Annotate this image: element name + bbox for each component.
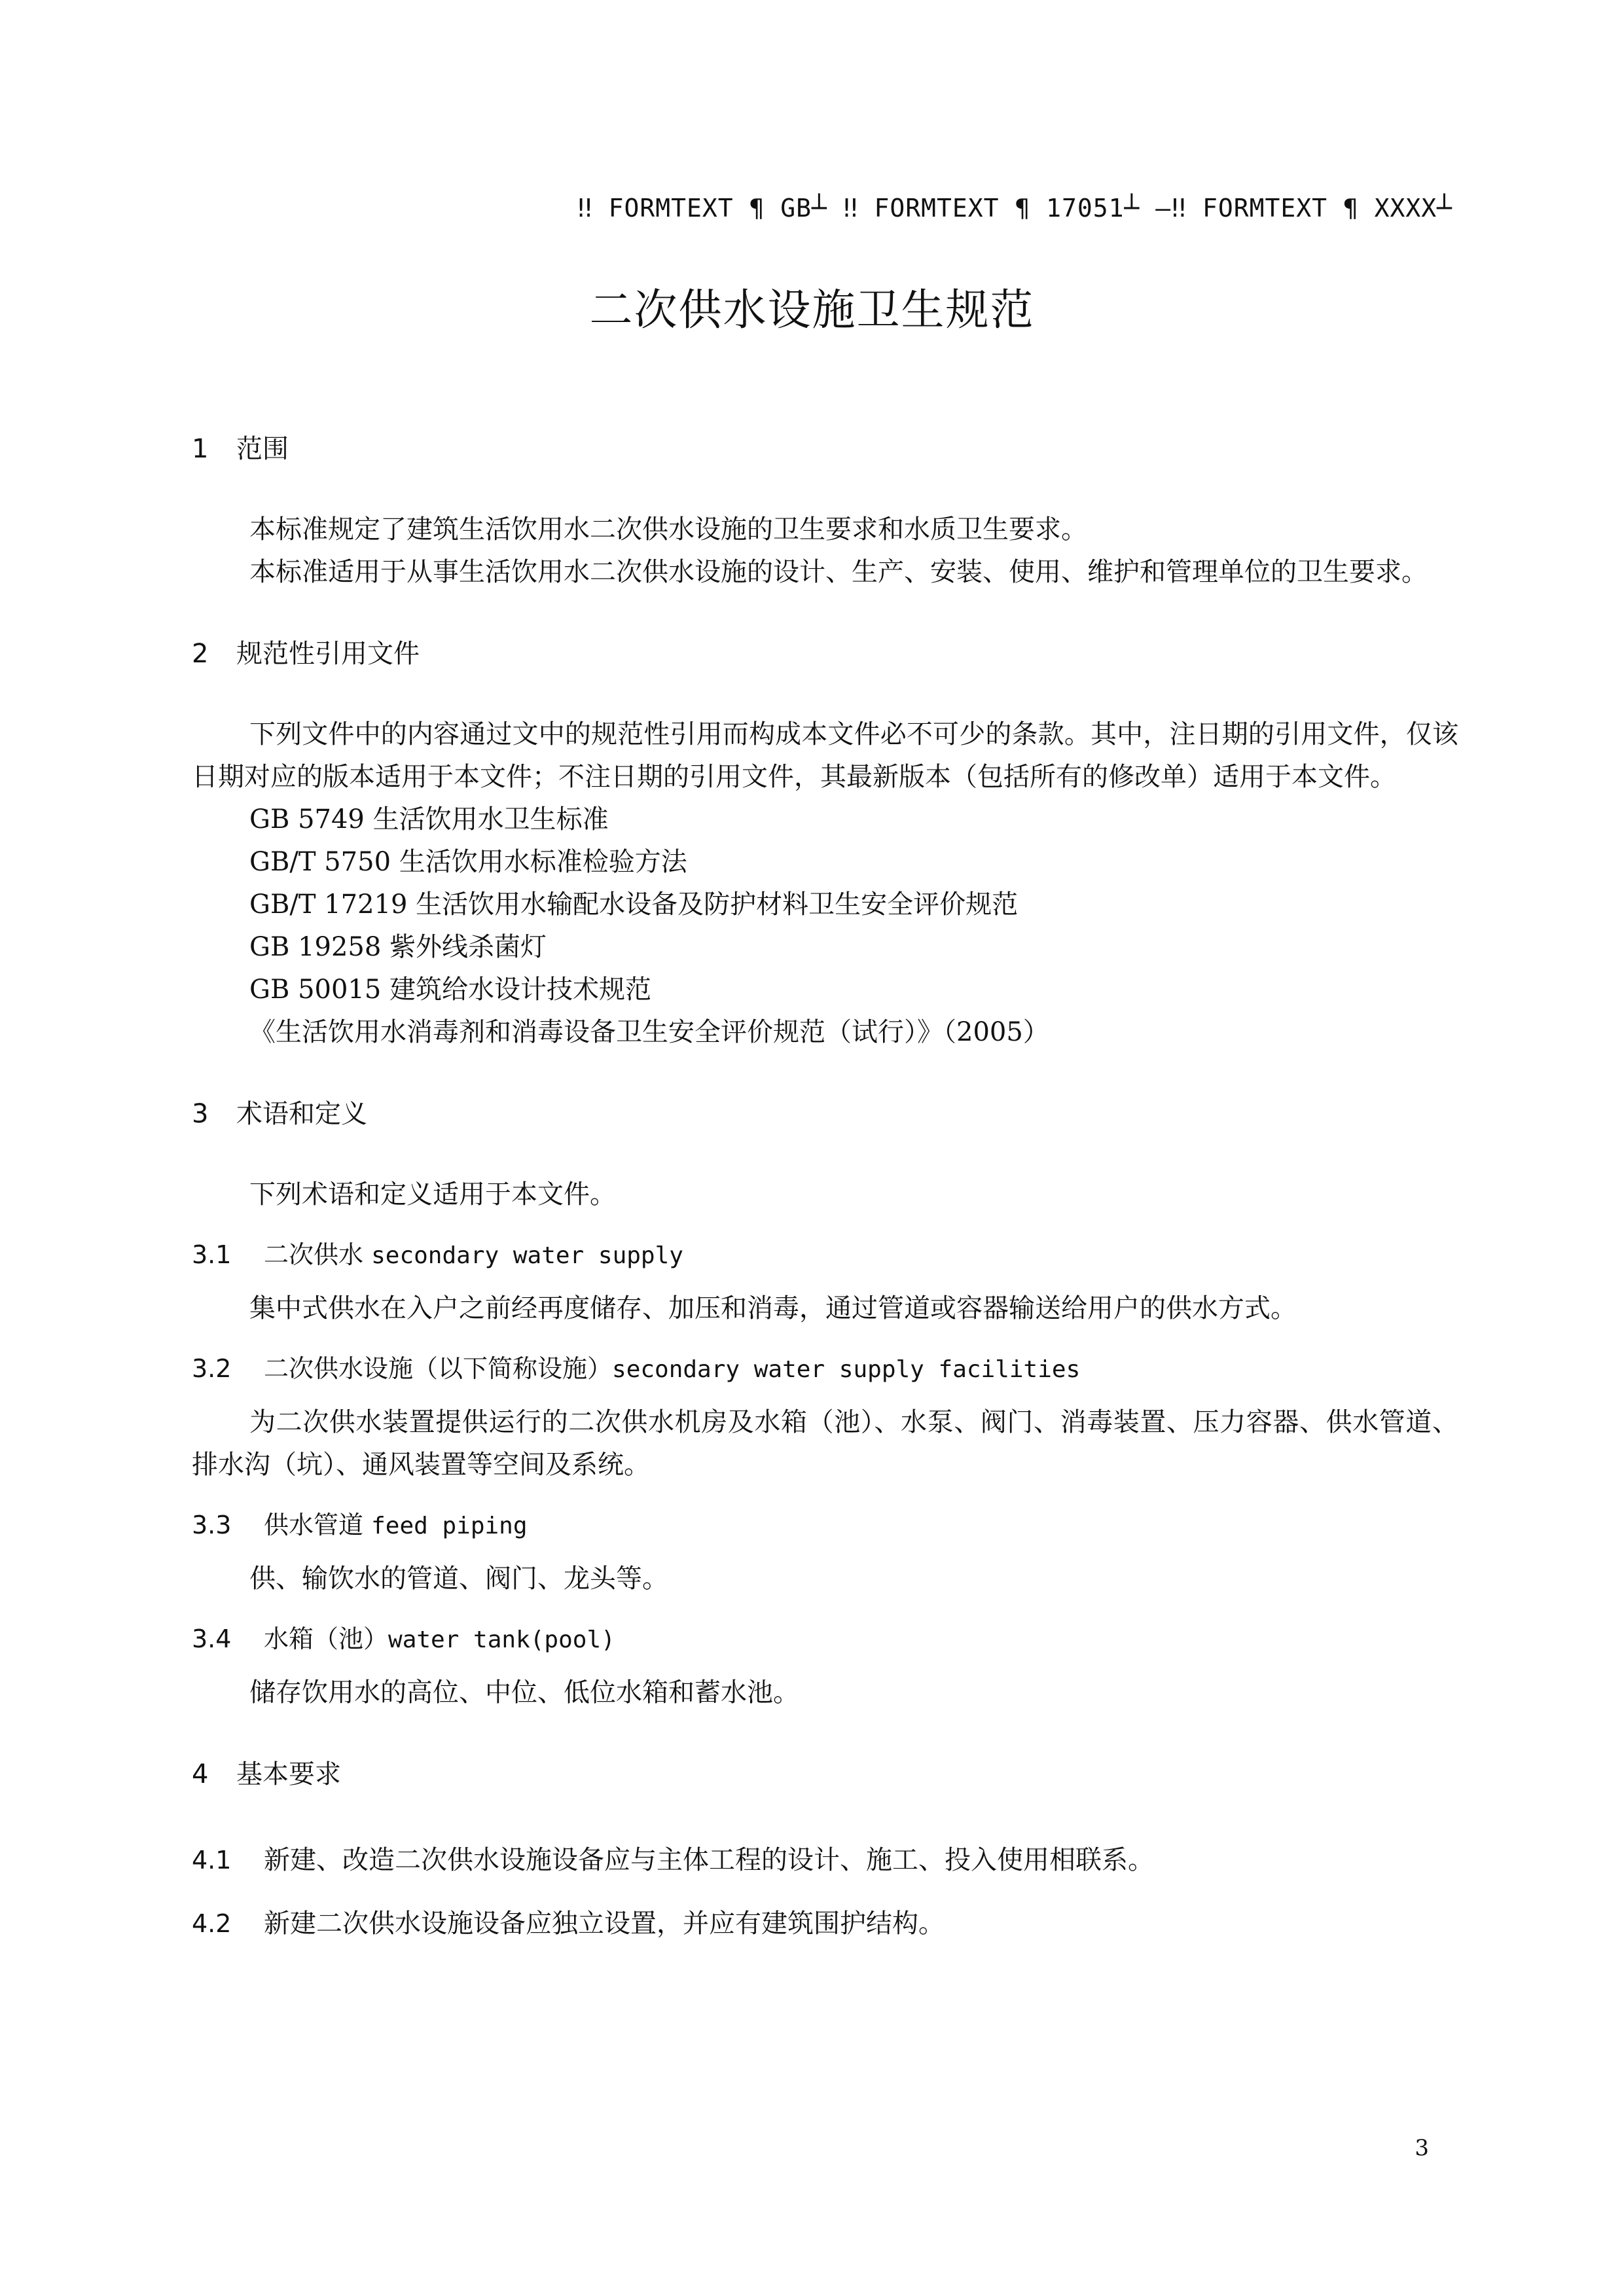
- section-2-heading: [192, 633, 1458, 670]
- term-english: secondary water supply: [371, 1242, 683, 1269]
- page-number: 3: [1415, 2135, 1429, 2161]
- term-english: water tank(pool): [388, 1626, 615, 1653]
- paragraph: 本标准适用于从事生活饮用水二次供水设施的设计、生产、安装、使用、维护和管理单位的卫生要求。: [249, 557, 1428, 587]
- term-3-4-heading: [192, 1619, 1458, 1655]
- section-title: 基本要求: [236, 1759, 341, 1789]
- term-name: 供水管道: [264, 1511, 364, 1539]
- section-number: 1: [192, 434, 209, 464]
- term-number: 3.1: [192, 1240, 232, 1269]
- section-title: 规范性引用文件: [236, 639, 420, 669]
- term-name: 水箱（池）: [264, 1624, 389, 1653]
- term-3-2-heading: [192, 1348, 1458, 1384]
- term-number: 3.4: [192, 1624, 232, 1653]
- term-english: secondary water supply facilities: [612, 1356, 1081, 1383]
- clause-number: 4.2: [192, 1909, 232, 1938]
- standard-code-header: ‼ FORMTEXT ¶ GB┴ ‼ FORMTEXT ¶ 17051┴ —‼ FORMTEXT ¶ XXXX┴: [577, 194, 1453, 223]
- term-definition: 集中式供水在入户之前经再度储存、加压和消毒，通过管道或容器输送给用户的供水方式。: [249, 1293, 1297, 1323]
- term-definition: 储存饮用水的高位、中位、低位水箱和蓄水池。: [249, 1677, 799, 1708]
- term-definition: 为二次供水装置提供运行的二次供水机房及水箱（池）、水泵、阀门、消毒装置、压力容器、供水管道、排水沟（坑）、通风装置等空间及系统。: [192, 1407, 1458, 1480]
- term-number: 3.2: [192, 1354, 232, 1383]
- reference-item: GB 19258 紫外线杀菌灯: [249, 932, 547, 962]
- clause-4-1: [192, 1839, 1458, 1876]
- reference-item: GB 50015 建筑给水设计技术规范: [249, 975, 652, 1005]
- reference-item: GB/T 17219 生活饮用水输配水设备及防护材料卫生安全评价规范: [249, 889, 1019, 920]
- reference-item: 《生活饮用水消毒剂和消毒设备卫生安全评价规范（试行）》（2005）: [249, 1017, 1049, 1047]
- section-title: 范围: [236, 434, 289, 464]
- document-title: 二次供水设施卫生规范: [589, 285, 1035, 335]
- term-number: 3.3: [192, 1511, 232, 1539]
- term-english: feed piping: [371, 1513, 528, 1539]
- section-3-heading: [192, 1093, 1458, 1130]
- term-name: 二次供水设施（以下简称设施）: [264, 1354, 613, 1383]
- section-4-heading: [192, 1753, 1458, 1791]
- clause-4-2: [192, 1903, 1458, 1940]
- term-3-3-heading: [192, 1505, 1458, 1541]
- section-number: 2: [192, 639, 209, 669]
- section-1-heading: [192, 428, 1458, 465]
- paragraph: 下列文件中的内容通过文中的规范性引用而构成本文件必不可少的条款。其中，注日期的引用文件，仅该日期对应的版本适用于本文件；不注日期的引用文件，其最新版本（包括所有的修改单）适用于本文件。: [192, 719, 1458, 792]
- clause-text: 新建二次供水设施设备应独立设置，并应有建筑围护结构。: [264, 1909, 945, 1939]
- clause-text: 新建、改造二次供水设施设备应与主体工程的设计、施工、投入使用相联系。: [264, 1845, 1154, 1875]
- paragraph: 本标准规定了建筑生活饮用水二次供水设施的卫生要求和水质卫生要求。: [249, 514, 1087, 545]
- clause-number: 4.1: [192, 1846, 232, 1874]
- term-definition: 供、输饮水的管道、阀门、龙头等。: [249, 1564, 668, 1594]
- reference-item: GB/T 5750 生活饮用水标准检验方法: [249, 847, 687, 877]
- term-3-1-heading: [192, 1234, 1458, 1270]
- reference-item: GB 5749 生活饮用水卫生标准: [249, 804, 609, 834]
- section-title: 术语和定义: [236, 1099, 367, 1129]
- paragraph: 下列术语和定义适用于本文件。: [249, 1179, 616, 1210]
- section-number: 4: [192, 1759, 209, 1789]
- section-number: 3: [192, 1099, 209, 1129]
- term-name: 二次供水: [264, 1240, 364, 1269]
- document-body: [192, 419, 1458, 1940]
